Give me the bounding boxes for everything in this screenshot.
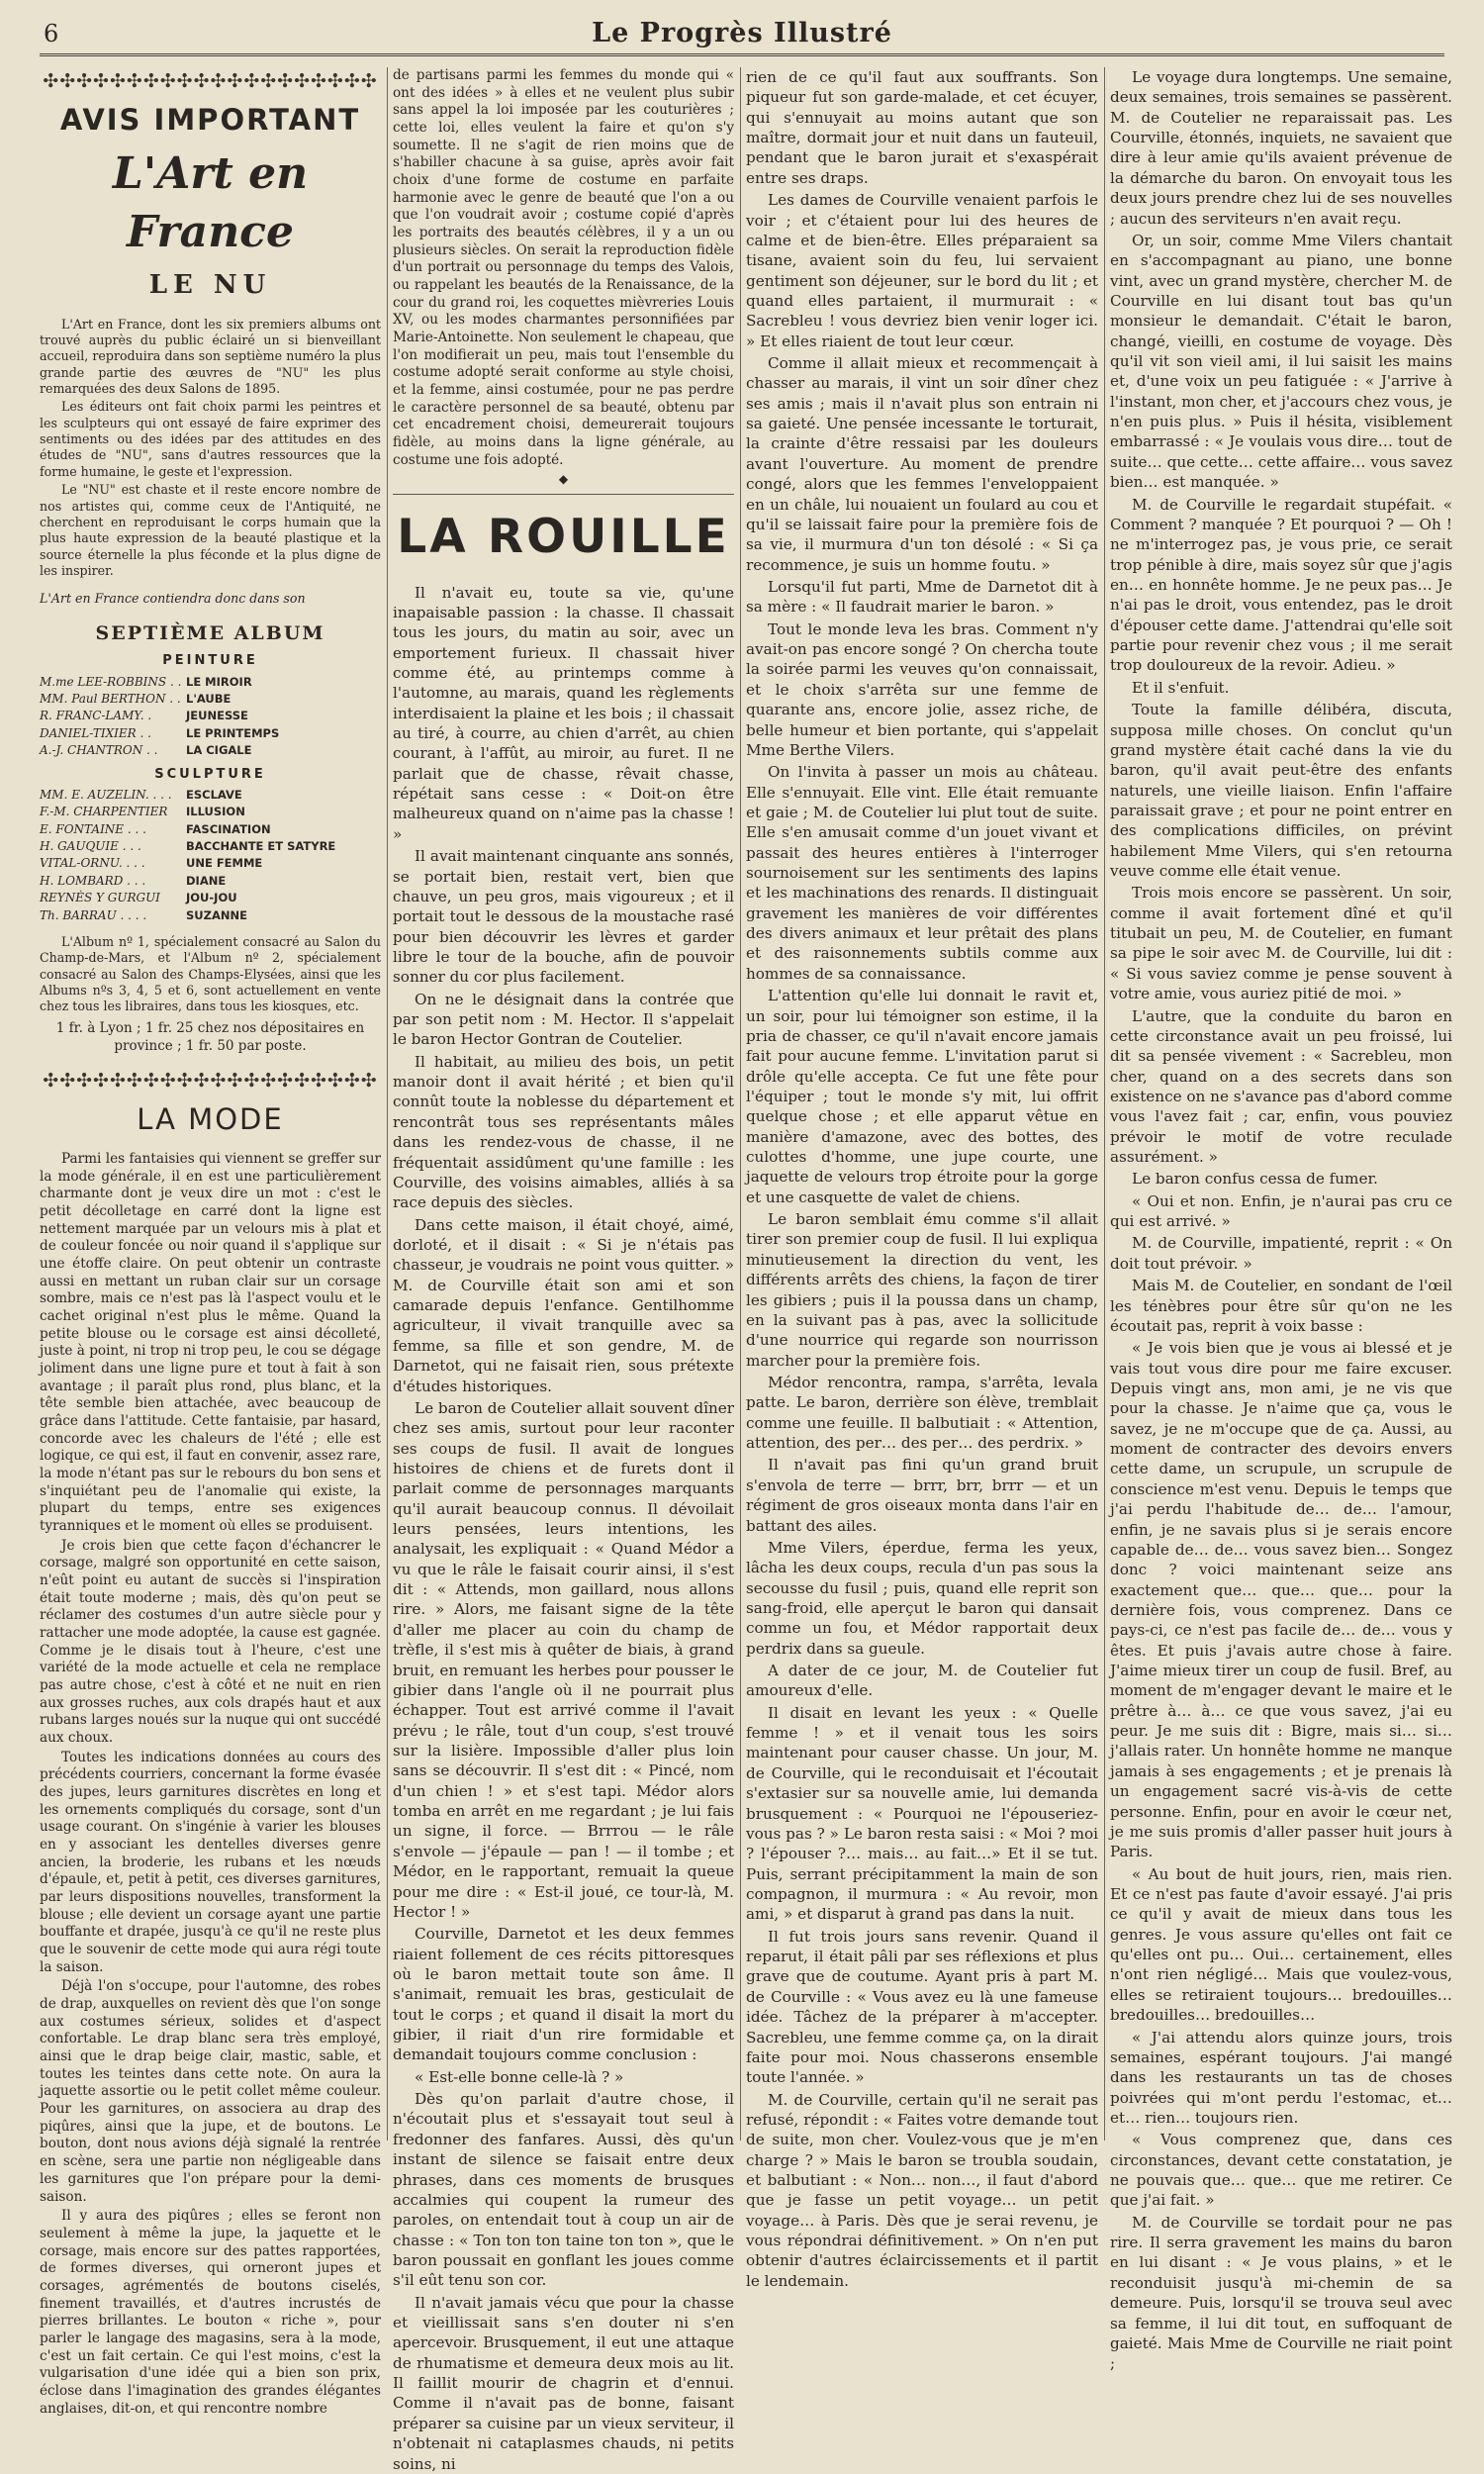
paragraph: M. de Courville, certain qu'il ne serait pas refusé, répondit : « Faites votre demande tout de suite, mon cher. Voulez-vous que je m'en charge ? » Mais le baron se troubla soudain, et balbutiant : « Non… non…, il faut d'abord que je fasse un petit voyage… un petit voyage… à Paris. Dès que je serai revenu, je vous répondrai définitivement. » On n'en put obtenir d'autres éclaircissements et il partit le lendemain. xyxy=(746,2090,1098,2290)
paragraph: Dès qu'on parlait d'autre chose, il n'écoutait plus et s'essayait tout seul à fredonner des fanfares. Aussi, dès qu'un instant de silence se faisait entre deux phrases, dans ces moments de brusques accalmies qui coupent la rumeur des paroles, on entendait tout à coup un air de chasse : « Ton ton ton taine ton ton », que le baron poussait en gonflant les joues comme s'il eût tenu son cor. xyxy=(393,2090,734,2290)
paragraph: M. de Courville se tordait pour ne pas rire. Il serra gravement les mains du baron en lui disant : « Je vous plains, » et le reconduisit jusqu'à mi-chemin de sa demeure. Puis, lorsqu'il se trouva seul avec sa femme, il lui dit tout, en suffoquant de gaieté. Mais Mme de Courville ne riait point ; xyxy=(1110,2213,1452,2373)
paragraph: « J'ai attendu alors quinze jours, trois semaines, espérant toujours. J'ai mangé dans les restaurants un tas de choses poivrées qui m'ont perdu l'estomac, et… et… rien… toujours rien. xyxy=(1110,2028,1452,2127)
paragraph: A dater de ce jour, M. de Coutelier fut amoureux d'elle. xyxy=(746,1662,1098,1700)
album-note xyxy=(40,934,381,1015)
paragraph: Comme il allait mieux et recommençait à chasser au marais, il vint un soir dîner chez ses amis ; mais il n'avait plus son entrain ni sa gaieté. Une pensée incessante le torturait, la crainte d'être ressaisi par les douleurs avant l'ouverture. Au moment de prendre congé, alors que les femmes l'enveloppaient en un châle, lui nouaient un foulard au cou et qu'il se laissait faire pour la première fois de sa vie, il murmura d'un ton désolé : « Si ça recommence, je suis un homme foutu. » xyxy=(746,354,1098,574)
paragraph: Déjà l'on s'occupe, pour l'automne, des robes de drap, auxquelles on revient dès que l'on songe aux costumes sérieux, solides et d'aspect confortable. Le drap blanc sera très employé, ainsi que le drap beige clair, mastic, sable, et toutes les teintes dans cette note. On aura la jaquette assortie ou le petit collet même couleur. Pour les garnitures, on associera au drap des piqûres, ainsi que la jupe, et de boutons. Le bouton, dont nous avions déjà signalé la rentrée en scène, sera une partie non négligeable dans les garnitures que l'on prépare pour la demi-saison. xyxy=(40,1978,381,2205)
list-item: REYNÈS Y GURGUI JOU-JOU xyxy=(40,891,237,905)
paragraph: Le voyage dura longtemps. Une semaine, deux semaines, trois semaines se passèrent. M. de Coutelier ne reparaissait pas. Les Courville, étonnés, inquiets, ne savaient que dire à leur amie qu'ils avaient prévenue de la démarche du baron. On envoyait tous les deux jours prendre chez lui de ses nouvelles ; aucun des serviteurs n'en avait reçu. xyxy=(1110,68,1452,228)
paragraph: Le baron confus cessa de fumer. xyxy=(1132,1170,1378,1189)
column-3 xyxy=(746,67,1098,2290)
column-rule xyxy=(1104,67,1105,2141)
paragraph: Le baron de Coutelier allait souvent dîner chez ses amis, surtout pour leur raconter ses coups de fusil. Il avait de longues histoires de chiens et de furets dont il parlait comme de personnages marquants qu'il aurait beaucoup connus. Il dévoilait leurs pensées, leurs intentions, les analysait, les expliquait : « Quand Médor a vu que le râle le faisait courir ainsi, il s'est dit : « Attends, mon gaillard, nous allons rire. » Alors, me faisant signe de la tête d'aller me placer au coin du champ de trèfle, il s'est mis à quêter de biais, à grand bruit, en remuant les herbes pour pousser le gibier dans l'angle où il ne pourrait plus échapper. Tout est arrivé comme il l'avait prévu ; le râle, tout d'un coup, s'est trouvé sur la lisière. Impossible d'aller plus loin sans se découvrir. Il s'est dit : « Pincé, nom d'un chien ! » et s'est tapi. Médor alors tomba en arrêt en me regardant ; je lui fais un signe, il force. — Brrrou — le râle s'envole — j'épaule — pan ! — il tombe ; et Médor, en le rapportant, remuait la queue pour me dire : « Est-il joué, ce tour-là, M. Hector ! » xyxy=(393,1398,734,1921)
article-title: LA MODE xyxy=(137,1102,284,1136)
paragraph: « Au bout de huit jours, rien, mais rien. Et ce n'est pas faute d'avoir essayé. J'ai pris ce qu'il y avait de mieux dans tous les genres. Je vous assure qu'elles ont fait ce qu'elles ont pu… Oui… certainement, elles n'ont rien négligé… Mais que voulez-vous, elles se retiraient toujours… bredouilles… bredouilles… bredouilles… xyxy=(1110,1864,1452,2025)
paragraph: Toutes les indications données au cours des précédents courriers, concernant la forme évasée des jupes, leurs garnitures discrètes en long et les ornements compliqués du corsage, sont d'un usage courant. On s'ingénie à varier les blouses en y associant les dentelles diverses genre ancien, la broderie, les rubans et les nœuds d'épaule, et, petit à petit, ces diverses garnitures, par leurs dispositions nouvelles, transforment la blouse ; elle devient un corsage ayant une partie bouffante et drapée, jusqu'à ce qu'il ne reste plus que le souvenir de cette mode qui aura régi toute la saison. xyxy=(40,1749,381,1975)
paragraph: Il habitait, au milieu des bois, un petit manoir dont il avait hérité ; et bien qu'il connût toute la noblesse du département et rencontrât tous ses représentants mâles dans les rendez-vous de chasse, il ne fréquentait assidûment qu'une famille : les Courville, des voisins aimables, alliés à sa race depuis des siècles. xyxy=(393,1052,734,1212)
ornament-border: ✣✣✣✣✣✣✣✣✣✣✣✣✣✣✣✣✣✣✣✣ xyxy=(43,1070,378,1092)
paragraph: Le "NU" est chaste et il reste encore nombre de nos artistes qui, comme ceux de l'Antiquité, ne cherchent en reproduisant le corps humain que la plus haute expression de la beauté plastique et la source éternelle la plus féconde et la plus digne de les inspirer. xyxy=(40,482,381,578)
paragraph: « Je vois bien que je vous ai blessé et je vais tout vous dire pour me faire excuser. Depuis vingt ans, mon ami, je ne vis que pour la chasse. Je n'aime que ça, vous le savez, je ne m'occupe que de ça. Aussi, au moment de contracter des devoirs envers cette dame, un scrupule, un scrupule de conscience m'est venu. Depuis le temps que j'ai perdu l'habitude de… de… l'amour, enfin, je ne savais plus si je serais encore capable de… de… vous savez bien… Songez donc ? voici maintenant seize ans exactement que… que… que… pour la dernière fois, vous comprenez. Dans ce pays-ci, ce n'est pas facile de… de… vous y êtes. Et puis j'avais autre chose à faire. J'aime mieux tirer un coup de fusil. Bref, au moment de m'engager devant le maire et le prêtre à… à… ce que vous savez, j'ai eu peur. Je me suis dit : Bigre, mais si… si… j'allais rater. Un honnête homme ne manque jamais à ses engagements ; et je prenais là un engagement sacré vis-à-vis de cette personne. Enfin, pour en avoir le cœur net, je me suis promis d'aller passer huit jours à Paris. xyxy=(1110,1339,1452,1861)
paragraph: Trois mois encore se passèrent. Un soir, comme il avait fortement dîné et qu'il titubait un peu, M. de Coutelier, en fumant sa pipe le soir avec M. de Courville, lui dit : « Si vous saviez comme je pense souvent à votre amie, vous auriez pitié de moi. » xyxy=(1110,884,1452,1003)
list-item: E. FONTAINE . . . FASCINATION xyxy=(40,821,271,836)
paragraph: Je crois bien que cette façon d'échancrer le corsage, malgré son opportunité en cette saison, n'eût point eu autant de succès si l'inspiration était toute moderne ; mais, dès qu'on peut se réclamer des costumes d'un autre siècle pour y rattacher une mode adoptée, la cause est gagnée. Comme je le disais tout à l'heure, c'est une variété de la mode actuelle et cela ne remplace pas autre chose, c'est à côté et ne nuit en rien aux grosses ruches, aux cols drapés haut et aux rubans larges noués sur la nuque qui ont succédé aux choux. xyxy=(40,1537,381,1747)
paragraph: On l'invita à passer un mois au château. Elle s'ennuyait. Elle vint. Elle était remuante et gaie ; M. de Coutelier lui plut tout de suite. Elle s'en amusait comme d'un jouet vivant et passait des heures entières à l'interroger sournoisement sur les sentiments des lapins et les machinations des renards. Il distinguait gravement les manières de voir différentes des divers animaux et leur prêtait des plans et des raisonnements subtils comme aux hommes de sa connaissance. xyxy=(746,763,1098,983)
notice-body xyxy=(40,317,381,580)
paragraph: Il n'avait eu, toute sa vie, qu'une inapaisable passion : la chasse. Il chassait tous les jours, du matin au soir, avec un emportement furieux. Il chassait hiver comme été, au printemps comme à l'automne, au marais, quand les règlements interdisaient la plaine et les bois ; il chassait au tiré, à courre, au chien d'arrêt, au chien courant, à l'affût, au miroir, au furet. Il ne parlait que de chasse, rêvait chasse, répétait sans cesse : « Doit-on être malheureux quand on n'aime pas la chasse ! » xyxy=(393,583,734,843)
section-label: PEINTURE xyxy=(162,653,258,669)
list-item: DANIEL-TIXIER . . LE PRINTEMPS xyxy=(40,725,280,740)
list-item: F.-M. CHARPENTIER ILLUSION xyxy=(40,805,245,819)
article-body xyxy=(40,1151,381,2418)
list-item: MM. Paul BERTHON . . L'AUBE xyxy=(40,691,232,706)
paragraph: « Oui et non. Enfin, je n'aurai pas cru ce qui est arrivé. » xyxy=(1110,1191,1452,1231)
separator: ◆ xyxy=(558,472,569,487)
section-label: SCULPTURE xyxy=(154,766,266,782)
column-1 xyxy=(40,67,381,2417)
paragraph: Parmi les fantaisies qui viennent se greffer sur la mode générale, il en est une particulièrement charmante dont je veux dire un mot : c'est le petit décolletage en carré dont la ligne est nettement marquée par un velours mis à plat et de couleur foncée ou noir quand il s'applique sur une étoffe claire. On peut obtenir un contraste aussi en mettant un ruban clair sur un corsage sombre, mais ce n'est pas là l'aspect voulu et le cachet original n'est plus le même. Quand la petite blouse ou le corsage est ainsi décolleté, juste à point, ni trop ni trop peu, le cou se dégage joliment dans une ligne pure et tout à fait à son avantage ; il paraît plus rond, plus blanc, et la tête semble bien attachée, avec beaucoup de grâce dans l'attitude. Cette fantaisie, par hasard, concorde avec les chaleurs de l'été ; elle est logique, ce qui est, il faut en convenir, assez rare, la mode n'étant pas sur le rebours du bon sens et s'inquiétant peu de l'anomalie qui existe, la plupart du temps, entre ses exigences tyranniques et le moment où elles se produisent. xyxy=(40,1150,381,1534)
masthead: Le Progrès Illustré xyxy=(592,18,892,48)
paragraph: L'Album nº 1, spécialement consacré au Salon du Champ-de-Mars, et l'Album nº 2, spécialement consacré au Salon des Champs-Elysées, ainsi que les Albums nºs 3, 4, 5 et 6, sont actuellement en vente chez tous les libraires, dans tous les kiosques, etc. xyxy=(40,934,381,1014)
list-item: VITAL-ORNU. . . . UNE FEMME xyxy=(40,856,263,871)
list-item: MM. E. AUZELIN. . . . ESCLAVE xyxy=(40,787,242,802)
story-body xyxy=(393,583,734,2474)
page-header xyxy=(40,14,1444,56)
list-item: R. FRANC-LAMY. . JEUNESSE xyxy=(40,709,248,723)
column-rule xyxy=(740,67,741,2141)
paragraph: Le baron semblait ému comme s'il allait tirer son premier coup de fusil. Il lui expliqua minutieusement la direction du vent, les différents arrêts des chiens, la façon de tirer les gibiers ; puis il la poussa dans un champ, en la suivant pas à pas, avec la sollicitude d'une nourrice qui regarde son nourrisson marcher pour la première fois. xyxy=(746,1210,1098,1370)
sculpture-list xyxy=(40,787,381,924)
paragraph: Or, un soir, comme Mme Vilers chantait en s'accompagnant au piano, une bonne vint, avec un grand mystère, chercher M. de Courville en lui disant tout bas qu'un monsieur le demandait. C'était le baron, changé, vieilli, en costume de voyage. Dès qu'il vit son vieil ami, il lui saisit les mains et, d'une voix un peu fatiguée : « J'arrive à l'instant, mon cher, et j'accours chez vous, je n'en puis plus. » Puis il hésita, visiblement embarrassé : « Je voulais vous dire… tout de suite… que cette… cette affaire… vous savez bien… est manquée. » xyxy=(1110,231,1452,492)
paragraph: Il n'avait jamais vécu que pour la chasse et vieillissait sans s'en douter ni s'en apercevoir. Brusquement, il eut une attaque de rhumatisme et demeura deux mois au lit. Il faillit mourir de chagrin et d'ennui. Comme il n'avait pas de bonne, faisant préparer sa cuisine par un vieux serviteur, il n'obtenait ni cataplasmes chauds, ni petits soins, ni xyxy=(393,2293,734,2473)
publication-title: L'Art en France xyxy=(112,147,309,257)
column-rule xyxy=(387,67,388,2141)
paragraph: Médor rencontra, rampa, s'arrêta, levala patte. Le baron, derrière son élève, tremblait comme une feuille. Il balbutiait : « Attention, attention, des per… des per… des perdrix. » xyxy=(746,1374,1098,1453)
column-4 xyxy=(1110,67,1452,2373)
painting-list xyxy=(40,674,381,760)
subject-heading: LE NU xyxy=(148,269,272,300)
paragraph: Et il s'enfuit. xyxy=(1132,678,1230,697)
ornament-border: ✣✣✣✣✣✣✣✣✣✣✣✣✣✣✣✣✣✣✣✣ xyxy=(43,70,378,92)
paragraph: Lorsqu'il fut parti, Mme de Darnetot dit à sa mère : « Il faudrait marier le baron. » xyxy=(746,577,1098,617)
page-number: 6 xyxy=(44,20,59,48)
paragraph: « Est-elle bonne celle-là ? » xyxy=(415,2067,624,2086)
paragraph: L'Art en France, dont les six premiers albums ont trouvé auprès du public éclairé un si bienveillant accueil, reproduira dans son septième numéro la plus grande partie des œuvres de "NU" les plus remarquées des deux Salons de 1895. xyxy=(40,316,381,397)
paragraph: Dans cette maison, il était choyé, aimé, dorloté, et il disait : « Si je n'étais pas chasseur, je voudrais ne point vous quitter. » M. de Courville était son ami et son camarade depuis l'enfance. Gentilhomme agriculteur, il vivait tranquille avec sa femme, sa fille et son gendre, M. de Darnetot, qui ne faisait rien, sous prétexte d'études historiques. xyxy=(393,1215,734,1395)
column-2 xyxy=(393,67,734,2473)
list-item: Th. BARRAU . . . . SUZANNE xyxy=(40,907,247,922)
album-title: SEPTIÈME ALBUM xyxy=(95,621,325,644)
story-title: LA ROUILLE xyxy=(393,494,734,569)
paragraph: Mais M. de Coutelier, en sondant de l'œil les ténèbres pour être sûr qu'on ne les écoutait pas, reprit à voix basse : xyxy=(1110,1277,1452,1335)
paragraph: L'attention qu'elle lui donnait le ravit et, un soir, pour lui témoigner son estime, il la pria de chasser, ce qu'il n'avait encore jamais fait pour aucune femme. L'invitation parut si drôle qu'elle accepta. Ce fut une fête pour l'équiper ; tout le monde s'y mit, lui offrit quelque chose ; et elle apparut vêtue en manière d'amazone, avec des bottes, des culottes d'homme, une jupe courte, une jaquette de velours trop étroite pour la gorge et une casquette de valet de chiens. xyxy=(746,987,1098,1206)
list-item: H. GAUQUIE . . . BACCHANTE ET SATYRE xyxy=(40,839,336,854)
contents-line: L'Art en France contiendra donc dans son xyxy=(40,591,306,607)
paragraph: Toute la famille délibéra, discuta, supposa mille choses. On conclut qu'un grand mystère était caché dans la vie du baron, qu'il avait peut-être des enfants naturels, une vieille liaison. Enfin l'affaire paraissait grave ; et pour ne point entrer en des complications difficiles, on prévint habilement Mme Vilers, qui s'en retourna veuve comme elle était venue. xyxy=(1110,701,1452,881)
paragraph: Il avait maintenant cinquante ans sonnés, se portait bien, restait vert, bien que chauve, un peu gros, mais vigoureux ; et il portait tout le dessous de la moustache rasé pour bien découvrir les lèvres et garder libre le tour de la bouche, afin de pouvoir sonner du cor plus facilement. xyxy=(393,847,734,987)
paragraph: Mme Vilers, éperdue, ferma les yeux, lâcha les deux coups, recula d'un pas sous la secousse du fusil ; puis, quand elle reprit son sang-froid, elle aperçut le baron qui dansait comme un fou, et Médor rapportait deux perdrix dans sa gueule. xyxy=(746,1538,1098,1658)
list-item: H. LOMBARD . . . DIANE xyxy=(40,873,227,888)
paragraph: M. de Courville, impatienté, reprit : « On doit tout prévoir. » xyxy=(1110,1234,1452,1273)
paragraph: Il n'avait pas fini qu'un grand bruit s'envola de terre — brrr, brr, brrr — et un régiment de gros oiseaux monta dans l'air en battant des ailes. xyxy=(746,1456,1098,1535)
price-line: 1 fr. à Lyon ; 1 fr. 25 chez nos dépositaires en province ; 1 fr. 50 par poste. xyxy=(55,1019,365,1054)
paragraph: L'autre, que la conduite du baron en cette circonstance avait un peu froissé, lui dit sa pensée vivement : « Sacrebleu, mon cher, quand on a des secrets dans son existence on ne s'avance pas d'abord comme vous l'avez fait ; car, enfin, vous pouviez prévoir le motif de votre reculade assurément. » xyxy=(1110,1006,1452,1167)
paragraph: rien de ce qu'il faut aux souffrants. Son piqueur fut son garde-malade, et cet écuyer, qui s'ennuyait au moins autant que son maître, dormait jour et nuit dans un fauteuil, pendant que le baron jurait et s'exaspérait entre ses draps. xyxy=(746,68,1098,187)
article-continuation xyxy=(393,67,734,469)
paragraph: « Vous comprenez que, dans ces circonstances, devant cette constatation, je ne pouvais que… que… que me retirer. Ce que j'ai fait. » xyxy=(1110,2131,1452,2210)
paragraph: Tout le monde leva les bras. Comment n'y avait-on pas encore songé ? On chercha toute la soirée parmi les veuves qu'on connaissait, et le choix s'arrêta sur une femme de quarante ans, encore jolie, assez riche, de belle humeur et bien portante, qui s'appelait Mme Berthe Vilers. xyxy=(746,619,1098,759)
list-item: M.me LEE-ROBBINS . . LE MIROIR xyxy=(40,674,252,689)
paragraph: Il fut trois jours sans revenir. Quand il reparut, il était pâli par ses réflexions et plus grave que de coutume. Ayant pris à part M. de Courville : « Vous avez eu là une fameuse idée. Tâchez de la préparer à m'accepter. Sacrebleu, une femme comme ça, on la dirait faite pour moi. Nous chasserons ensemble toute l'année. » xyxy=(746,1927,1098,2087)
paragraph: de partisans parmi les femmes du monde qui « ont des idées » à elles et ne veulent plus subir sans appel la loi imposée par les couturières ; cette loi, elles veulent la faire et qu'on s'y soumette. Il ne s'agit de rien moins que de s'habiller chacune à sa guise, après avoir fait choix d'une forme de costume en parfaite harmonie avec le genre de beauté que l'on a ou que l'on voudrait avoir ; costume copié d'après les portraits des beautés célèbres, il y a un ou plusieurs siècles. On serait la reproduction fidèle d'un portrait ou personnage du temps des Valois, ou rappelant les beautés de la Renaissance, de la cour du grand roi, les coquettes mièvreries Louis XV, ou les modes charmantes personnifiées par Marie-Antoinette. Non seulement le chapeau, que l'on modifierait un peu, mais tout l'ensemble du costume adopté serait conforme au style choisi, et la femme, ainsi costumée, pour ne pas perdre le caractère personnel de sa beauté, obtenu par cet encadrement choisi, demeurerait toujours fidèle, au moins dans la ligne générale, au costume une fois adopté. xyxy=(393,67,734,468)
paragraph: Les éditeurs ont fait choix parmi les peintres et les sculpteurs qui ont essayé de faire exprimer des sentiments ou des idées par des attitudes en des études de "NU", sans d'autres ressources que la forme humaine, le geste et l'expression. xyxy=(40,399,381,479)
paragraph: M. de Courville le regardait stupéfait. « Comment ? manquée ? Et pourquoi ? — Oh ! ne m'interrogez pas, je vous prie, ce serait trop pénible à dire, mais soyez sûr que j'agis en… en honnête homme. Je ne peux pas… Je n'ai pas le droit, vous entendez, pas le droit d'épouser cette dame. J'attendrai qu'elle soit partie pour revenir chez vous ; il me serait trop douloureux de la revoir. Adieu. » xyxy=(1110,495,1452,675)
list-item: A.-J. CHANTRON . . LA CIGALE xyxy=(40,743,252,758)
paragraph: On ne le désignait dans la contrée que par son petit nom : M. Hector. Il s'appelait le baron Hector Gontran de Coutelier. xyxy=(393,990,734,1049)
paragraph: Il y aura des piqûres ; elles se feront non seulement à même la jupe, la jaquette et le corsage, mais encore sur des pattes rapportées, de formes diverses, qui orneront jupes et corsages, agrémentés de boutons ciselés, finement travaillés, et d'autres incrustés de pierres brillantes. Le bouton « riche », pour parler le langage des magasins, sera à la mode, c'est un fait certain. Ce qui l'est moins, c'est la vulgarisation d'une idée qui a bien son prix, éclose dans l'imagination des grandes élégantes anglaises, dit-on, et qui rencontre nombre xyxy=(40,2208,381,2417)
paragraph: Il disait en levant les yeux : « Quelle femme ! » et il venait tous les soirs maintenant pour causer chasse. Un jour, M. de Courville, qui le reconduisait et l'écoutait s'extasier sur sa nouvelle amie, lui demanda brusquement : « Pourquoi ne l'épouseriez-vous pas ? » Le baron resta saisi : « Moi ? moi ? l'épouser ?… mais… au fait…» Et il se tut. Puis, serrant précipitamment la main de son compagnon, il murmura : « Au revoir, mon ami, » et disparut à grand pas dans la nuit. xyxy=(746,1703,1098,1924)
paragraph: Les dames de Courville venaient parfois le voir ; et c'étaient pour lui des heures de calme et de bien-être. Elles préparaient sa tisane, avaient soin du feu, lui servaient gentiment son déjeuner, sur le bord du lit ; et quand elles partaient, il murmurait : « Sacrebleu ! vous devriez bien venir loger ici. » Et elles riaient de tout leur cœur. xyxy=(746,191,1098,350)
notice-heading: AVIS IMPORTANT xyxy=(59,103,361,137)
paragraph: Courville, Darnetot et les deux femmes riaient follement de ces récits pittoresques où le baron mettait toute son âme. Il s'animait, remuait les bras, gesticulait de tout le corps ; et quand il disait la mort du gibier, il riait d'un rire formidable et demandait toujours comme conclusion : xyxy=(393,1925,734,2064)
